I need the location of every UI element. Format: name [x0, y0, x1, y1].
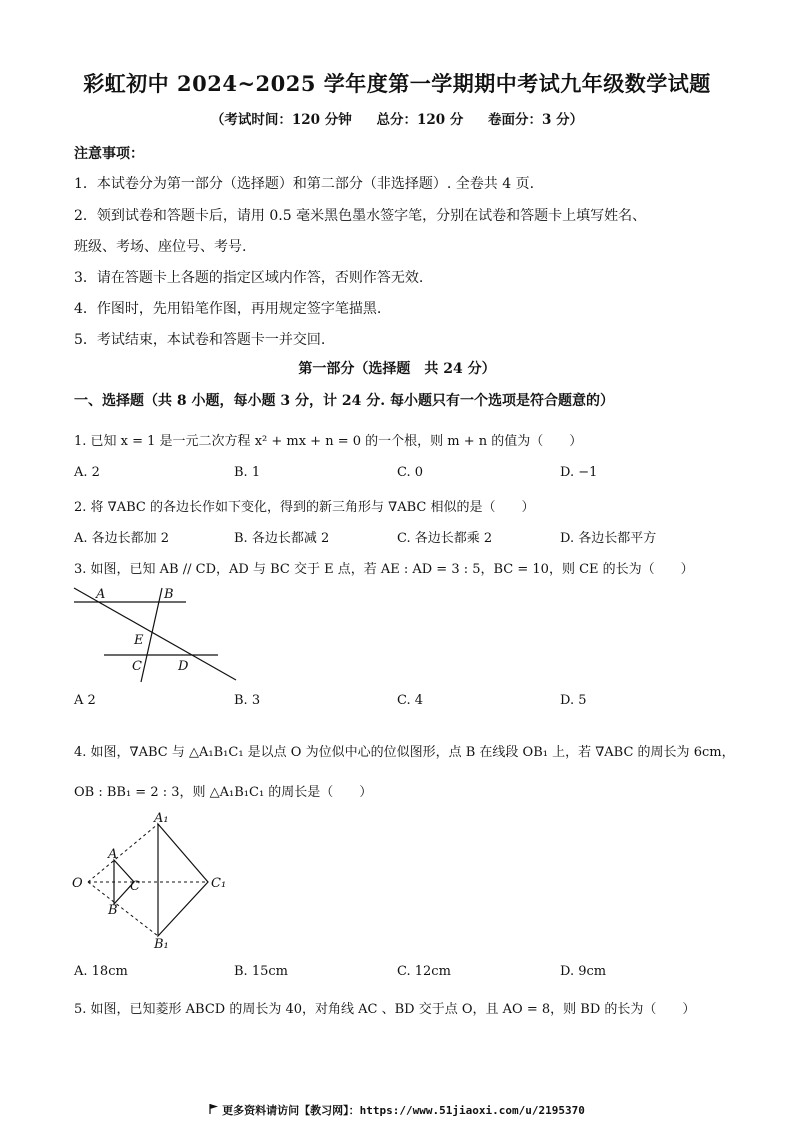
- label-a1: A₁: [154, 812, 169, 826]
- notes-heading: 注意事项：: [74, 146, 144, 162]
- exam-time: （考试时间：120 分钟: [210, 112, 352, 128]
- label-a: A: [96, 587, 106, 602]
- exam-subtitle: [0, 108, 794, 128]
- question-4-stem-line2: OB : BB₁ = 2 : 3，则 △A₁B₁C₁ 的周长是（ ）: [74, 785, 373, 800]
- exam-title: 彩虹初中 2024~2025 学年度第一学期期中考试九年级数学试题: [83, 71, 711, 96]
- footer-link[interactable]: 更多资料请访问【教习网】：https://www.51jiaoxi.com/u/2195370: [222, 1104, 585, 1117]
- label-c1: C₁: [211, 876, 227, 891]
- q4-option-a: A. 18cm: [74, 964, 128, 979]
- label-b: B: [164, 587, 174, 602]
- q1-option-d: D. −1: [560, 465, 598, 480]
- q1-option-c: C. 0: [397, 465, 424, 480]
- q4-option-b: B. 15cm: [234, 964, 288, 979]
- triangle-a1b1c1: [158, 824, 208, 936]
- q3-option-d: D. 5: [560, 693, 587, 708]
- label-b: B: [108, 903, 118, 918]
- label-a: A: [108, 847, 118, 862]
- q3-option-b: B. 3: [234, 693, 261, 708]
- q1-option-b: B. 1: [234, 465, 261, 480]
- q2-option-d: D. 各边长都平方: [560, 531, 657, 546]
- note-item-2: 2．领到试卷和答题卡后，请用 0.5 毫米黑色墨水签字笔，分别在试卷和答题卡上填写姓名、: [74, 208, 647, 224]
- note-item-1: 1．本试卷分为第一部分（选择题）和第二部分（非选择题）. 全卷共 4 页.: [74, 176, 535, 192]
- ray-ob1: [88, 882, 158, 936]
- note-item-4: 4．作图时，先用铅笔作图，再用规定签字笔描黑.: [74, 301, 382, 317]
- q4-option-d: D. 9cm: [560, 964, 607, 979]
- question-1-stem: 1. 已知 x = 1 是一元二次方程 x² + mx + n = 0 的一个根，则 m + n 的值为（ ）: [74, 434, 583, 449]
- q3-option-a: A 2: [74, 693, 96, 708]
- section-heading: 一、选择题（共 8 小题，每小题 3 分，计 24 分. 每小题只有一个选项是符合题意的）: [74, 393, 614, 409]
- part1-heading: 第一部分（选择题 共 24 分）: [298, 361, 496, 377]
- question-3-stem: 3. 如图，已知 AB // CD，AD 与 BC 交于 E 点，若 AE : AD = 3 : 5，BC = 10，则 CE 的长为（ ）: [74, 562, 694, 577]
- q2-option-b: B. 各边长都减 2: [234, 531, 330, 546]
- note-item-3: 3．请在答题卡上各题的指定区域内作答，否则作答无效.: [74, 270, 424, 286]
- q2-option-a: A. 各边长都加 2: [74, 531, 170, 546]
- q3-option-c: C. 4: [397, 693, 424, 708]
- label-e: E: [134, 633, 144, 648]
- question-4-figure: [68, 812, 238, 952]
- note-item-2-cont: 班级、考场、座位号、考号.: [74, 239, 247, 255]
- ray-oa1: [88, 824, 158, 882]
- q2-option-c: C. 各边长都乘 2: [397, 531, 493, 546]
- label-c: C: [130, 879, 140, 894]
- question-4-stem-line1: 4. 如图，∇ABC 与 △A₁B₁C₁ 是以点 O 为位似中心的位似图形，点 B 在线段 OB₁ 上，若 ∇ABC 的周长为 6cm，: [74, 745, 735, 760]
- question-5-stem: 5. 如图，已知菱形 ABCD 的周长为 40，对角线 AC 、BD 交于点 O，且 AO = 8，则 BD 的长为（ ）: [74, 1002, 696, 1017]
- q4-option-c: C. 12cm: [397, 964, 451, 979]
- label-d: D: [178, 659, 189, 674]
- footer: [0, 1102, 794, 1118]
- label-o: O: [72, 876, 83, 891]
- flag-icon: [209, 1104, 218, 1117]
- total-score: 总分：120 分: [376, 112, 464, 128]
- neatness-score: 卷面分：3 分）: [488, 112, 584, 128]
- label-c: C: [132, 659, 142, 674]
- question-2-stem: 2. 将 ∇ABC 的各边长作如下变化，得到的新三角形与 ∇ABC 相似的是（ ）: [74, 500, 535, 515]
- q1-option-a: A. 2: [74, 465, 100, 480]
- note-item-5: 5．考试结束，本试卷和答题卡一并交回.: [74, 332, 326, 348]
- label-b1: B₁: [154, 937, 169, 952]
- question-3-figure: [68, 582, 248, 688]
